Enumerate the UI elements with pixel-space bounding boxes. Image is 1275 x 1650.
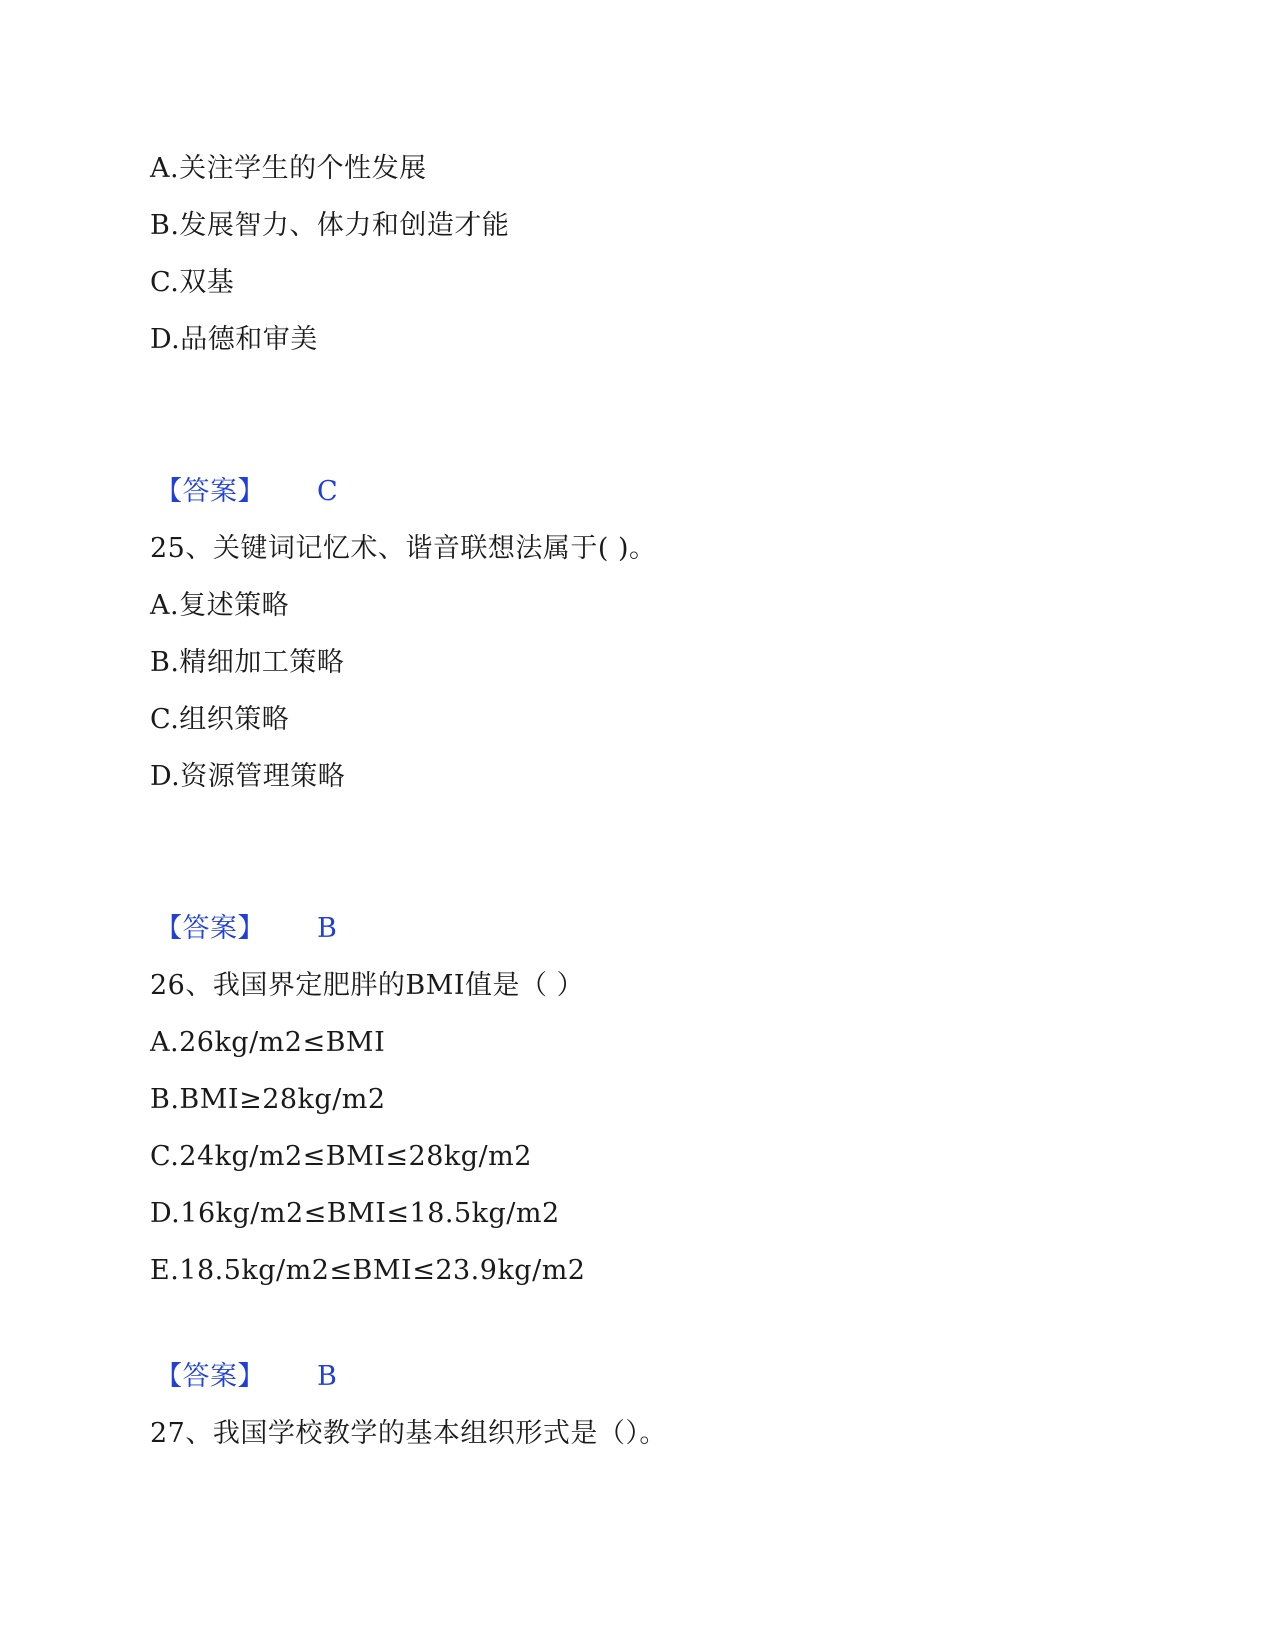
q24-answer <box>155 475 338 509</box>
q24-option-a: A.关注学生的个性发展 <box>150 153 427 184</box>
q26-option-a: A.26kg/m2≤BMI <box>150 1027 386 1058</box>
q27-stem: 27、我国学校教学的基本组织形式是（）。 <box>150 1418 667 1449</box>
q25-option-a: A.复述策略 <box>150 590 290 621</box>
answer-tag: 【答案】 <box>155 476 265 507</box>
q25-stem: 25、关键词记忆术、谐音联想法属于( )。 <box>150 533 657 564</box>
q26-option-e: E.18.5kg/m2≤BMI≤23.9kg/m2 <box>150 1255 586 1286</box>
q26-option-d: D.16kg/m2≤BMI≤18.5kg/m2 <box>150 1198 560 1229</box>
answer-value: B <box>317 913 338 944</box>
answer-tag: 【答案】 <box>155 913 265 944</box>
q24-option-b: B.发展智力、体力和创造才能 <box>150 210 510 241</box>
q25-option-c: C.组织策略 <box>150 704 290 735</box>
answer-value: C <box>317 476 339 507</box>
q26-option-c: C.24kg/m2≤BMI≤28kg/m2 <box>150 1141 532 1172</box>
q25-answer <box>155 912 337 946</box>
answer-tag: 【答案】 <box>155 1361 265 1392</box>
q26-answer <box>155 1360 337 1394</box>
q26-stem: 26、我国界定肥胖的BMI值是（ ） <box>150 970 585 1001</box>
q25-option-b: B.精细加工策略 <box>150 647 345 678</box>
q25-option-d: D.资源管理策略 <box>150 761 346 792</box>
answer-value: B <box>317 1361 338 1392</box>
q24-option-d: D.品德和审美 <box>150 324 318 355</box>
q24-option-c: C.双基 <box>150 267 235 298</box>
q26-option-b: B.BMI≥28kg/m2 <box>150 1084 386 1115</box>
